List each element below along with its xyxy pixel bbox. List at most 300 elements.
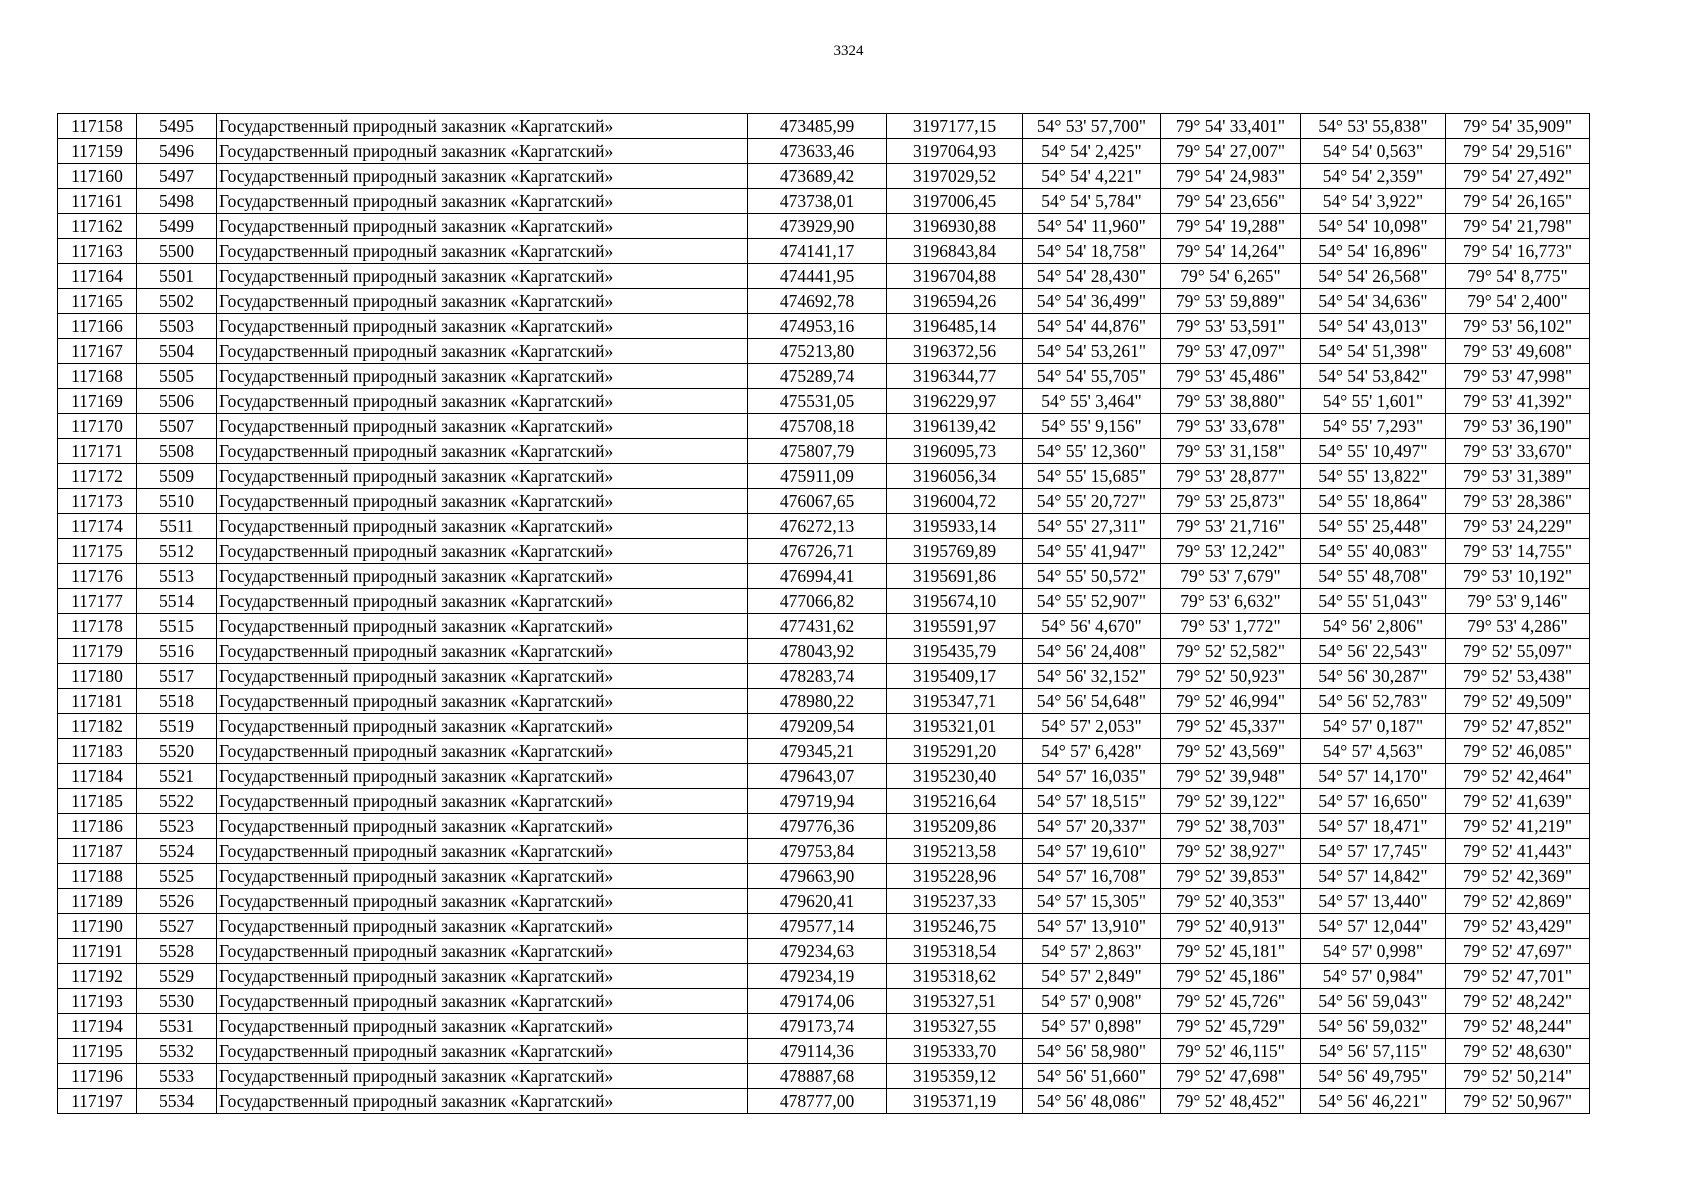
page-number: 3324 xyxy=(833,43,864,59)
record-id-cell: 117195 xyxy=(58,1039,137,1064)
record-id-cell: 117167 xyxy=(58,339,137,364)
latitude-2-cell: 54° 57' 0,998" xyxy=(1301,939,1446,964)
latitude-1-cell: 54° 57' 0,908" xyxy=(1023,989,1161,1014)
latitude-2-cell: 54° 54' 16,896" xyxy=(1301,239,1446,264)
x-coordinate-cell: 476994,41 xyxy=(748,564,887,589)
latitude-2-cell: 54° 55' 7,293" xyxy=(1301,414,1446,439)
y-coordinate-cell: 3195409,17 xyxy=(887,664,1023,689)
record-id-cell: 117192 xyxy=(58,964,137,989)
table-row xyxy=(58,1039,1590,1064)
point-number-cell: 5505 xyxy=(137,364,217,389)
x-coordinate-cell: 478777,00 xyxy=(748,1089,887,1114)
latitude-2-cell: 54° 56' 59,032" xyxy=(1301,1014,1446,1039)
longitude-2-cell: 79° 52' 41,219" xyxy=(1446,814,1590,839)
latitude-1-cell: 54° 55' 9,156" xyxy=(1023,414,1161,439)
longitude-1-cell: 79° 53' 12,242" xyxy=(1161,539,1301,564)
y-coordinate-cell: 3196372,56 xyxy=(887,339,1023,364)
object-name-cell: Государственный природный заказник «Каргатский» xyxy=(217,489,748,514)
point-number-cell: 5515 xyxy=(137,614,217,639)
object-name-cell: Государственный природный заказник «Каргатский» xyxy=(217,1039,748,1064)
longitude-1-cell: 79° 53' 1,772" xyxy=(1161,614,1301,639)
y-coordinate-cell: 3195327,55 xyxy=(887,1014,1023,1039)
longitude-1-cell: 79° 52' 39,853" xyxy=(1161,864,1301,889)
table-row xyxy=(58,989,1590,1014)
longitude-2-cell: 79° 53' 31,389" xyxy=(1446,464,1590,489)
table-row xyxy=(58,689,1590,714)
latitude-2-cell: 54° 57' 14,170" xyxy=(1301,764,1446,789)
record-id-cell: 117171 xyxy=(58,439,137,464)
latitude-1-cell: 54° 54' 53,261" xyxy=(1023,339,1161,364)
latitude-1-cell: 54° 55' 41,947" xyxy=(1023,539,1161,564)
point-number-cell: 5530 xyxy=(137,989,217,1014)
object-name-cell: Государственный природный заказник «Каргатский» xyxy=(217,339,748,364)
longitude-2-cell: 79° 53' 56,102" xyxy=(1446,314,1590,339)
x-coordinate-cell: 474441,95 xyxy=(748,264,887,289)
longitude-2-cell: 79° 52' 42,369" xyxy=(1446,864,1590,889)
longitude-2-cell: 79° 52' 47,697" xyxy=(1446,939,1590,964)
longitude-2-cell: 79° 53' 49,608" xyxy=(1446,339,1590,364)
latitude-2-cell: 54° 54' 43,013" xyxy=(1301,314,1446,339)
object-name-cell: Государственный природный заказник «Каргатский» xyxy=(217,864,748,889)
table-row xyxy=(58,639,1590,664)
record-id-cell: 117191 xyxy=(58,939,137,964)
latitude-2-cell: 54° 55' 10,497" xyxy=(1301,439,1446,464)
latitude-2-cell: 54° 57' 12,044" xyxy=(1301,914,1446,939)
x-coordinate-cell: 473929,90 xyxy=(748,214,887,239)
latitude-2-cell: 54° 57' 0,984" xyxy=(1301,964,1446,989)
table-row xyxy=(58,389,1590,414)
x-coordinate-cell: 474692,78 xyxy=(748,289,887,314)
latitude-2-cell: 54° 57' 4,563" xyxy=(1301,739,1446,764)
object-name-cell: Государственный природный заказник «Каргатский» xyxy=(217,189,748,214)
table-row xyxy=(58,514,1590,539)
table-row xyxy=(58,889,1590,914)
x-coordinate-cell: 479719,94 xyxy=(748,789,887,814)
latitude-2-cell: 54° 54' 34,636" xyxy=(1301,289,1446,314)
point-number-cell: 5528 xyxy=(137,939,217,964)
latitude-2-cell: 54° 54' 10,098" xyxy=(1301,214,1446,239)
longitude-2-cell: 79° 52' 48,630" xyxy=(1446,1039,1590,1064)
latitude-2-cell: 54° 56' 30,287" xyxy=(1301,664,1446,689)
longitude-2-cell: 79° 53' 4,286" xyxy=(1446,614,1590,639)
point-number-cell: 5532 xyxy=(137,1039,217,1064)
table-row xyxy=(58,464,1590,489)
y-coordinate-cell: 3195318,62 xyxy=(887,964,1023,989)
latitude-1-cell: 54° 55' 3,464" xyxy=(1023,389,1161,414)
object-name-cell: Государственный природный заказник «Каргатский» xyxy=(217,814,748,839)
record-id-cell: 117185 xyxy=(58,789,137,814)
x-coordinate-cell: 478980,22 xyxy=(748,689,887,714)
point-number-cell: 5513 xyxy=(137,564,217,589)
x-coordinate-cell: 479776,36 xyxy=(748,814,887,839)
latitude-1-cell: 54° 55' 27,311" xyxy=(1023,514,1161,539)
y-coordinate-cell: 3195321,01 xyxy=(887,714,1023,739)
table-row xyxy=(58,214,1590,239)
x-coordinate-cell: 478283,74 xyxy=(748,664,887,689)
record-id-cell: 117187 xyxy=(58,839,137,864)
latitude-2-cell: 54° 56' 22,543" xyxy=(1301,639,1446,664)
longitude-2-cell: 79° 52' 41,639" xyxy=(1446,789,1590,814)
object-name-cell: Государственный природный заказник «Каргатский» xyxy=(217,114,748,139)
latitude-1-cell: 54° 55' 50,572" xyxy=(1023,564,1161,589)
table-row xyxy=(58,114,1590,139)
point-number-cell: 5509 xyxy=(137,464,217,489)
x-coordinate-cell: 479643,07 xyxy=(748,764,887,789)
latitude-1-cell: 54° 54' 2,425" xyxy=(1023,139,1161,164)
table-row xyxy=(58,189,1590,214)
longitude-1-cell: 79° 52' 45,186" xyxy=(1161,964,1301,989)
longitude-2-cell: 79° 52' 48,242" xyxy=(1446,989,1590,1014)
object-name-cell: Государственный природный заказник «Каргатский» xyxy=(217,639,748,664)
point-number-cell: 5534 xyxy=(137,1089,217,1114)
record-id-cell: 117160 xyxy=(58,164,137,189)
longitude-1-cell: 79° 53' 28,877" xyxy=(1161,464,1301,489)
longitude-1-cell: 79° 54' 24,983" xyxy=(1161,164,1301,189)
latitude-1-cell: 54° 56' 4,670" xyxy=(1023,614,1161,639)
record-id-cell: 117174 xyxy=(58,514,137,539)
object-name-cell: Государственный природный заказник «Каргатский» xyxy=(217,289,748,314)
longitude-2-cell: 79° 53' 24,229" xyxy=(1446,514,1590,539)
object-name-cell: Государственный природный заказник «Каргатский» xyxy=(217,264,748,289)
object-name-cell: Государственный природный заказник «Каргатский» xyxy=(217,514,748,539)
record-id-cell: 117172 xyxy=(58,464,137,489)
y-coordinate-cell: 3195237,33 xyxy=(887,889,1023,914)
latitude-2-cell: 54° 57' 14,842" xyxy=(1301,864,1446,889)
latitude-1-cell: 54° 53' 57,700" xyxy=(1023,114,1161,139)
latitude-2-cell: 54° 53' 55,838" xyxy=(1301,114,1446,139)
latitude-2-cell: 54° 54' 0,563" xyxy=(1301,139,1446,164)
x-coordinate-cell: 473738,01 xyxy=(748,189,887,214)
longitude-1-cell: 79° 52' 52,582" xyxy=(1161,639,1301,664)
x-coordinate-cell: 479234,63 xyxy=(748,939,887,964)
x-coordinate-cell: 474141,17 xyxy=(748,239,887,264)
table-row xyxy=(58,414,1590,439)
record-id-cell: 117179 xyxy=(58,639,137,664)
table-row xyxy=(58,1014,1590,1039)
table-row xyxy=(58,239,1590,264)
latitude-1-cell: 54° 57' 18,515" xyxy=(1023,789,1161,814)
longitude-2-cell: 79° 52' 43,429" xyxy=(1446,914,1590,939)
latitude-2-cell: 54° 56' 46,221" xyxy=(1301,1089,1446,1114)
latitude-2-cell: 54° 55' 18,864" xyxy=(1301,489,1446,514)
longitude-2-cell: 79° 52' 50,214" xyxy=(1446,1064,1590,1089)
latitude-2-cell: 54° 57' 13,440" xyxy=(1301,889,1446,914)
x-coordinate-cell: 479620,41 xyxy=(748,889,887,914)
x-coordinate-cell: 478887,68 xyxy=(748,1064,887,1089)
object-name-cell: Государственный природный заказник «Каргатский» xyxy=(217,764,748,789)
longitude-2-cell: 79° 52' 42,869" xyxy=(1446,889,1590,914)
record-id-cell: 117164 xyxy=(58,264,137,289)
latitude-2-cell: 54° 56' 52,783" xyxy=(1301,689,1446,714)
longitude-1-cell: 79° 53' 59,889" xyxy=(1161,289,1301,314)
x-coordinate-cell: 475531,05 xyxy=(748,389,887,414)
object-name-cell: Государственный природный заказник «Каргатский» xyxy=(217,714,748,739)
longitude-2-cell: 79° 54' 29,516" xyxy=(1446,139,1590,164)
y-coordinate-cell: 3195933,14 xyxy=(887,514,1023,539)
latitude-1-cell: 54° 57' 19,610" xyxy=(1023,839,1161,864)
record-id-cell: 117182 xyxy=(58,714,137,739)
record-id-cell: 117163 xyxy=(58,239,137,264)
latitude-1-cell: 54° 56' 58,980" xyxy=(1023,1039,1161,1064)
point-number-cell: 5521 xyxy=(137,764,217,789)
longitude-1-cell: 79° 53' 6,632" xyxy=(1161,589,1301,614)
latitude-2-cell: 54° 57' 17,745" xyxy=(1301,839,1446,864)
object-name-cell: Государственный природный заказник «Каргатский» xyxy=(217,789,748,814)
latitude-1-cell: 54° 54' 44,876" xyxy=(1023,314,1161,339)
point-number-cell: 5499 xyxy=(137,214,217,239)
y-coordinate-cell: 3196485,14 xyxy=(887,314,1023,339)
object-name-cell: Государственный природный заказник «Каргатский» xyxy=(217,939,748,964)
table-row xyxy=(58,714,1590,739)
table-row xyxy=(58,1089,1590,1114)
longitude-1-cell: 79° 52' 45,726" xyxy=(1161,989,1301,1014)
x-coordinate-cell: 475708,18 xyxy=(748,414,887,439)
table-row xyxy=(58,139,1590,164)
latitude-2-cell: 54° 57' 0,187" xyxy=(1301,714,1446,739)
y-coordinate-cell: 3195291,20 xyxy=(887,739,1023,764)
y-coordinate-cell: 3195318,54 xyxy=(887,939,1023,964)
longitude-1-cell: 79° 52' 50,923" xyxy=(1161,664,1301,689)
y-coordinate-cell: 3196056,34 xyxy=(887,464,1023,489)
object-name-cell: Государственный природный заказник «Каргатский» xyxy=(217,914,748,939)
point-number-cell: 5526 xyxy=(137,889,217,914)
y-coordinate-cell: 3195209,86 xyxy=(887,814,1023,839)
x-coordinate-cell: 473633,46 xyxy=(748,139,887,164)
latitude-1-cell: 54° 55' 15,685" xyxy=(1023,464,1161,489)
latitude-1-cell: 54° 57' 13,910" xyxy=(1023,914,1161,939)
point-number-cell: 5504 xyxy=(137,339,217,364)
y-coordinate-cell: 3196004,72 xyxy=(887,489,1023,514)
longitude-2-cell: 79° 52' 47,701" xyxy=(1446,964,1590,989)
table-row xyxy=(58,564,1590,589)
point-number-cell: 5517 xyxy=(137,664,217,689)
point-number-cell: 5503 xyxy=(137,314,217,339)
table-row xyxy=(58,964,1590,989)
record-id-cell: 117190 xyxy=(58,914,137,939)
y-coordinate-cell: 3195371,19 xyxy=(887,1089,1023,1114)
latitude-2-cell: 54° 57' 18,471" xyxy=(1301,814,1446,839)
x-coordinate-cell: 473689,42 xyxy=(748,164,887,189)
x-coordinate-cell: 474953,16 xyxy=(748,314,887,339)
longitude-1-cell: 79° 53' 33,678" xyxy=(1161,414,1301,439)
longitude-1-cell: 79° 52' 46,994" xyxy=(1161,689,1301,714)
y-coordinate-cell: 3196594,26 xyxy=(887,289,1023,314)
table-row xyxy=(58,539,1590,564)
object-name-cell: Государственный природный заказник «Каргатский» xyxy=(217,414,748,439)
record-id-cell: 117180 xyxy=(58,664,137,689)
x-coordinate-cell: 478043,92 xyxy=(748,639,887,664)
latitude-2-cell: 54° 55' 51,043" xyxy=(1301,589,1446,614)
point-number-cell: 5510 xyxy=(137,489,217,514)
y-coordinate-cell: 3195230,40 xyxy=(887,764,1023,789)
longitude-1-cell: 79° 52' 40,353" xyxy=(1161,889,1301,914)
longitude-1-cell: 79° 54' 27,007" xyxy=(1161,139,1301,164)
latitude-1-cell: 54° 57' 0,898" xyxy=(1023,1014,1161,1039)
longitude-2-cell: 79° 53' 28,386" xyxy=(1446,489,1590,514)
y-coordinate-cell: 3197029,52 xyxy=(887,164,1023,189)
point-number-cell: 5520 xyxy=(137,739,217,764)
record-id-cell: 117193 xyxy=(58,989,137,1014)
record-id-cell: 117177 xyxy=(58,589,137,614)
record-id-cell: 117184 xyxy=(58,764,137,789)
latitude-2-cell: 54° 55' 40,083" xyxy=(1301,539,1446,564)
longitude-1-cell: 79° 53' 47,097" xyxy=(1161,339,1301,364)
longitude-1-cell: 79° 52' 45,729" xyxy=(1161,1014,1301,1039)
record-id-cell: 117196 xyxy=(58,1064,137,1089)
longitude-1-cell: 79° 52' 47,698" xyxy=(1161,1064,1301,1089)
y-coordinate-cell: 3197006,45 xyxy=(887,189,1023,214)
record-id-cell: 117159 xyxy=(58,139,137,164)
y-coordinate-cell: 3195435,79 xyxy=(887,639,1023,664)
longitude-2-cell: 79° 52' 49,509" xyxy=(1446,689,1590,714)
longitude-1-cell: 79° 54' 19,288" xyxy=(1161,214,1301,239)
longitude-1-cell: 79° 52' 40,913" xyxy=(1161,914,1301,939)
point-number-cell: 5512 xyxy=(137,539,217,564)
longitude-1-cell: 79° 53' 7,679" xyxy=(1161,564,1301,589)
x-coordinate-cell: 479345,21 xyxy=(748,739,887,764)
point-number-cell: 5495 xyxy=(137,114,217,139)
table-row xyxy=(58,289,1590,314)
longitude-2-cell: 79° 54' 16,773" xyxy=(1446,239,1590,264)
longitude-1-cell: 79° 53' 31,158" xyxy=(1161,439,1301,464)
longitude-1-cell: 79° 53' 53,591" xyxy=(1161,314,1301,339)
table-row xyxy=(58,439,1590,464)
y-coordinate-cell: 3195327,51 xyxy=(887,989,1023,1014)
point-number-cell: 5507 xyxy=(137,414,217,439)
longitude-2-cell: 79° 53' 36,190" xyxy=(1446,414,1590,439)
record-id-cell: 117162 xyxy=(58,214,137,239)
point-number-cell: 5529 xyxy=(137,964,217,989)
longitude-1-cell: 79° 52' 39,122" xyxy=(1161,789,1301,814)
y-coordinate-cell: 3197064,93 xyxy=(887,139,1023,164)
latitude-2-cell: 54° 54' 26,568" xyxy=(1301,264,1446,289)
point-number-cell: 5524 xyxy=(137,839,217,864)
table-row xyxy=(58,939,1590,964)
table-row xyxy=(58,164,1590,189)
point-number-cell: 5522 xyxy=(137,789,217,814)
object-name-cell: Государственный природный заказник «Каргатский» xyxy=(217,614,748,639)
point-number-cell: 5498 xyxy=(137,189,217,214)
table-row xyxy=(58,814,1590,839)
x-coordinate-cell: 477066,82 xyxy=(748,589,887,614)
object-name-cell: Государственный природный заказник «Каргатский» xyxy=(217,439,748,464)
y-coordinate-cell: 3195333,70 xyxy=(887,1039,1023,1064)
latitude-1-cell: 54° 56' 32,152" xyxy=(1023,664,1161,689)
table-row xyxy=(58,314,1590,339)
x-coordinate-cell: 476067,65 xyxy=(748,489,887,514)
record-id-cell: 117189 xyxy=(58,889,137,914)
point-number-cell: 5506 xyxy=(137,389,217,414)
latitude-2-cell: 54° 54' 53,842" xyxy=(1301,364,1446,389)
y-coordinate-cell: 3196344,77 xyxy=(887,364,1023,389)
latitude-1-cell: 54° 57' 2,053" xyxy=(1023,714,1161,739)
longitude-2-cell: 79° 54' 2,400" xyxy=(1446,289,1590,314)
longitude-1-cell: 79° 53' 38,880" xyxy=(1161,389,1301,414)
longitude-2-cell: 79° 52' 50,967" xyxy=(1446,1089,1590,1114)
longitude-2-cell: 79° 53' 14,755" xyxy=(1446,539,1590,564)
latitude-2-cell: 54° 56' 59,043" xyxy=(1301,989,1446,1014)
latitude-1-cell: 54° 57' 15,305" xyxy=(1023,889,1161,914)
point-number-cell: 5523 xyxy=(137,814,217,839)
y-coordinate-cell: 3195213,58 xyxy=(887,839,1023,864)
x-coordinate-cell: 479173,74 xyxy=(748,1014,887,1039)
latitude-1-cell: 54° 54' 18,758" xyxy=(1023,239,1161,264)
point-number-cell: 5508 xyxy=(137,439,217,464)
table-row xyxy=(58,339,1590,364)
latitude-1-cell: 54° 54' 4,221" xyxy=(1023,164,1161,189)
latitude-1-cell: 54° 57' 16,708" xyxy=(1023,864,1161,889)
x-coordinate-cell: 476726,71 xyxy=(748,539,887,564)
x-coordinate-cell: 479663,90 xyxy=(748,864,887,889)
x-coordinate-cell: 475807,79 xyxy=(748,439,887,464)
table-row xyxy=(58,364,1590,389)
point-number-cell: 5527 xyxy=(137,914,217,939)
record-id-cell: 117175 xyxy=(58,539,137,564)
object-name-cell: Государственный природный заказник «Каргатский» xyxy=(217,1064,748,1089)
object-name-cell: Государственный природный заказник «Каргатский» xyxy=(217,739,748,764)
point-number-cell: 5511 xyxy=(137,514,217,539)
longitude-2-cell: 79° 54' 21,798" xyxy=(1446,214,1590,239)
table-row xyxy=(58,764,1590,789)
record-id-cell: 117181 xyxy=(58,689,137,714)
record-id-cell: 117178 xyxy=(58,614,137,639)
latitude-2-cell: 54° 54' 3,922" xyxy=(1301,189,1446,214)
y-coordinate-cell: 3195769,89 xyxy=(887,539,1023,564)
longitude-2-cell: 79° 52' 47,852" xyxy=(1446,714,1590,739)
record-id-cell: 117188 xyxy=(58,864,137,889)
latitude-1-cell: 54° 55' 20,727" xyxy=(1023,489,1161,514)
object-name-cell: Государственный природный заказник «Каргатский» xyxy=(217,464,748,489)
object-name-cell: Государственный природный заказник «Каргатский» xyxy=(217,989,748,1014)
y-coordinate-cell: 3195347,71 xyxy=(887,689,1023,714)
longitude-2-cell: 79° 52' 53,438" xyxy=(1446,664,1590,689)
longitude-1-cell: 79° 53' 25,873" xyxy=(1161,489,1301,514)
y-coordinate-cell: 3196095,73 xyxy=(887,439,1023,464)
object-name-cell: Государственный природный заказник «Каргатский» xyxy=(217,889,748,914)
table-row xyxy=(58,914,1590,939)
longitude-2-cell: 79° 53' 33,670" xyxy=(1446,439,1590,464)
latitude-1-cell: 54° 56' 54,648" xyxy=(1023,689,1161,714)
object-name-cell: Государственный природный заказник «Каргатский» xyxy=(217,539,748,564)
object-name-cell: Государственный природный заказник «Каргатский» xyxy=(217,964,748,989)
object-name-cell: Государственный природный заказник «Каргатский» xyxy=(217,1089,748,1114)
x-coordinate-cell: 479174,06 xyxy=(748,989,887,1014)
x-coordinate-cell: 479114,36 xyxy=(748,1039,887,1064)
y-coordinate-cell: 3196139,42 xyxy=(887,414,1023,439)
latitude-2-cell: 54° 54' 2,359" xyxy=(1301,164,1446,189)
latitude-2-cell: 54° 57' 16,650" xyxy=(1301,789,1446,814)
y-coordinate-cell: 3195591,97 xyxy=(887,614,1023,639)
table-row xyxy=(58,614,1590,639)
longitude-2-cell: 79° 53' 10,192" xyxy=(1446,564,1590,589)
latitude-1-cell: 54° 57' 16,035" xyxy=(1023,764,1161,789)
x-coordinate-cell: 477431,62 xyxy=(748,614,887,639)
y-coordinate-cell: 3195216,64 xyxy=(887,789,1023,814)
table-row xyxy=(58,839,1590,864)
object-name-cell: Государственный природный заказник «Каргатский» xyxy=(217,214,748,239)
longitude-1-cell: 79° 54' 6,265" xyxy=(1161,264,1301,289)
latitude-2-cell: 54° 55' 48,708" xyxy=(1301,564,1446,589)
object-name-cell: Государственный природный заказник «Каргатский» xyxy=(217,364,748,389)
latitude-2-cell: 54° 55' 1,601" xyxy=(1301,389,1446,414)
y-coordinate-cell: 3196704,88 xyxy=(887,264,1023,289)
longitude-2-cell: 79° 53' 9,146" xyxy=(1446,589,1590,614)
table-row xyxy=(58,489,1590,514)
longitude-1-cell: 79° 52' 38,927" xyxy=(1161,839,1301,864)
x-coordinate-cell: 475911,09 xyxy=(748,464,887,489)
longitude-2-cell: 79° 54' 8,775" xyxy=(1446,264,1590,289)
latitude-1-cell: 54° 57' 20,337" xyxy=(1023,814,1161,839)
